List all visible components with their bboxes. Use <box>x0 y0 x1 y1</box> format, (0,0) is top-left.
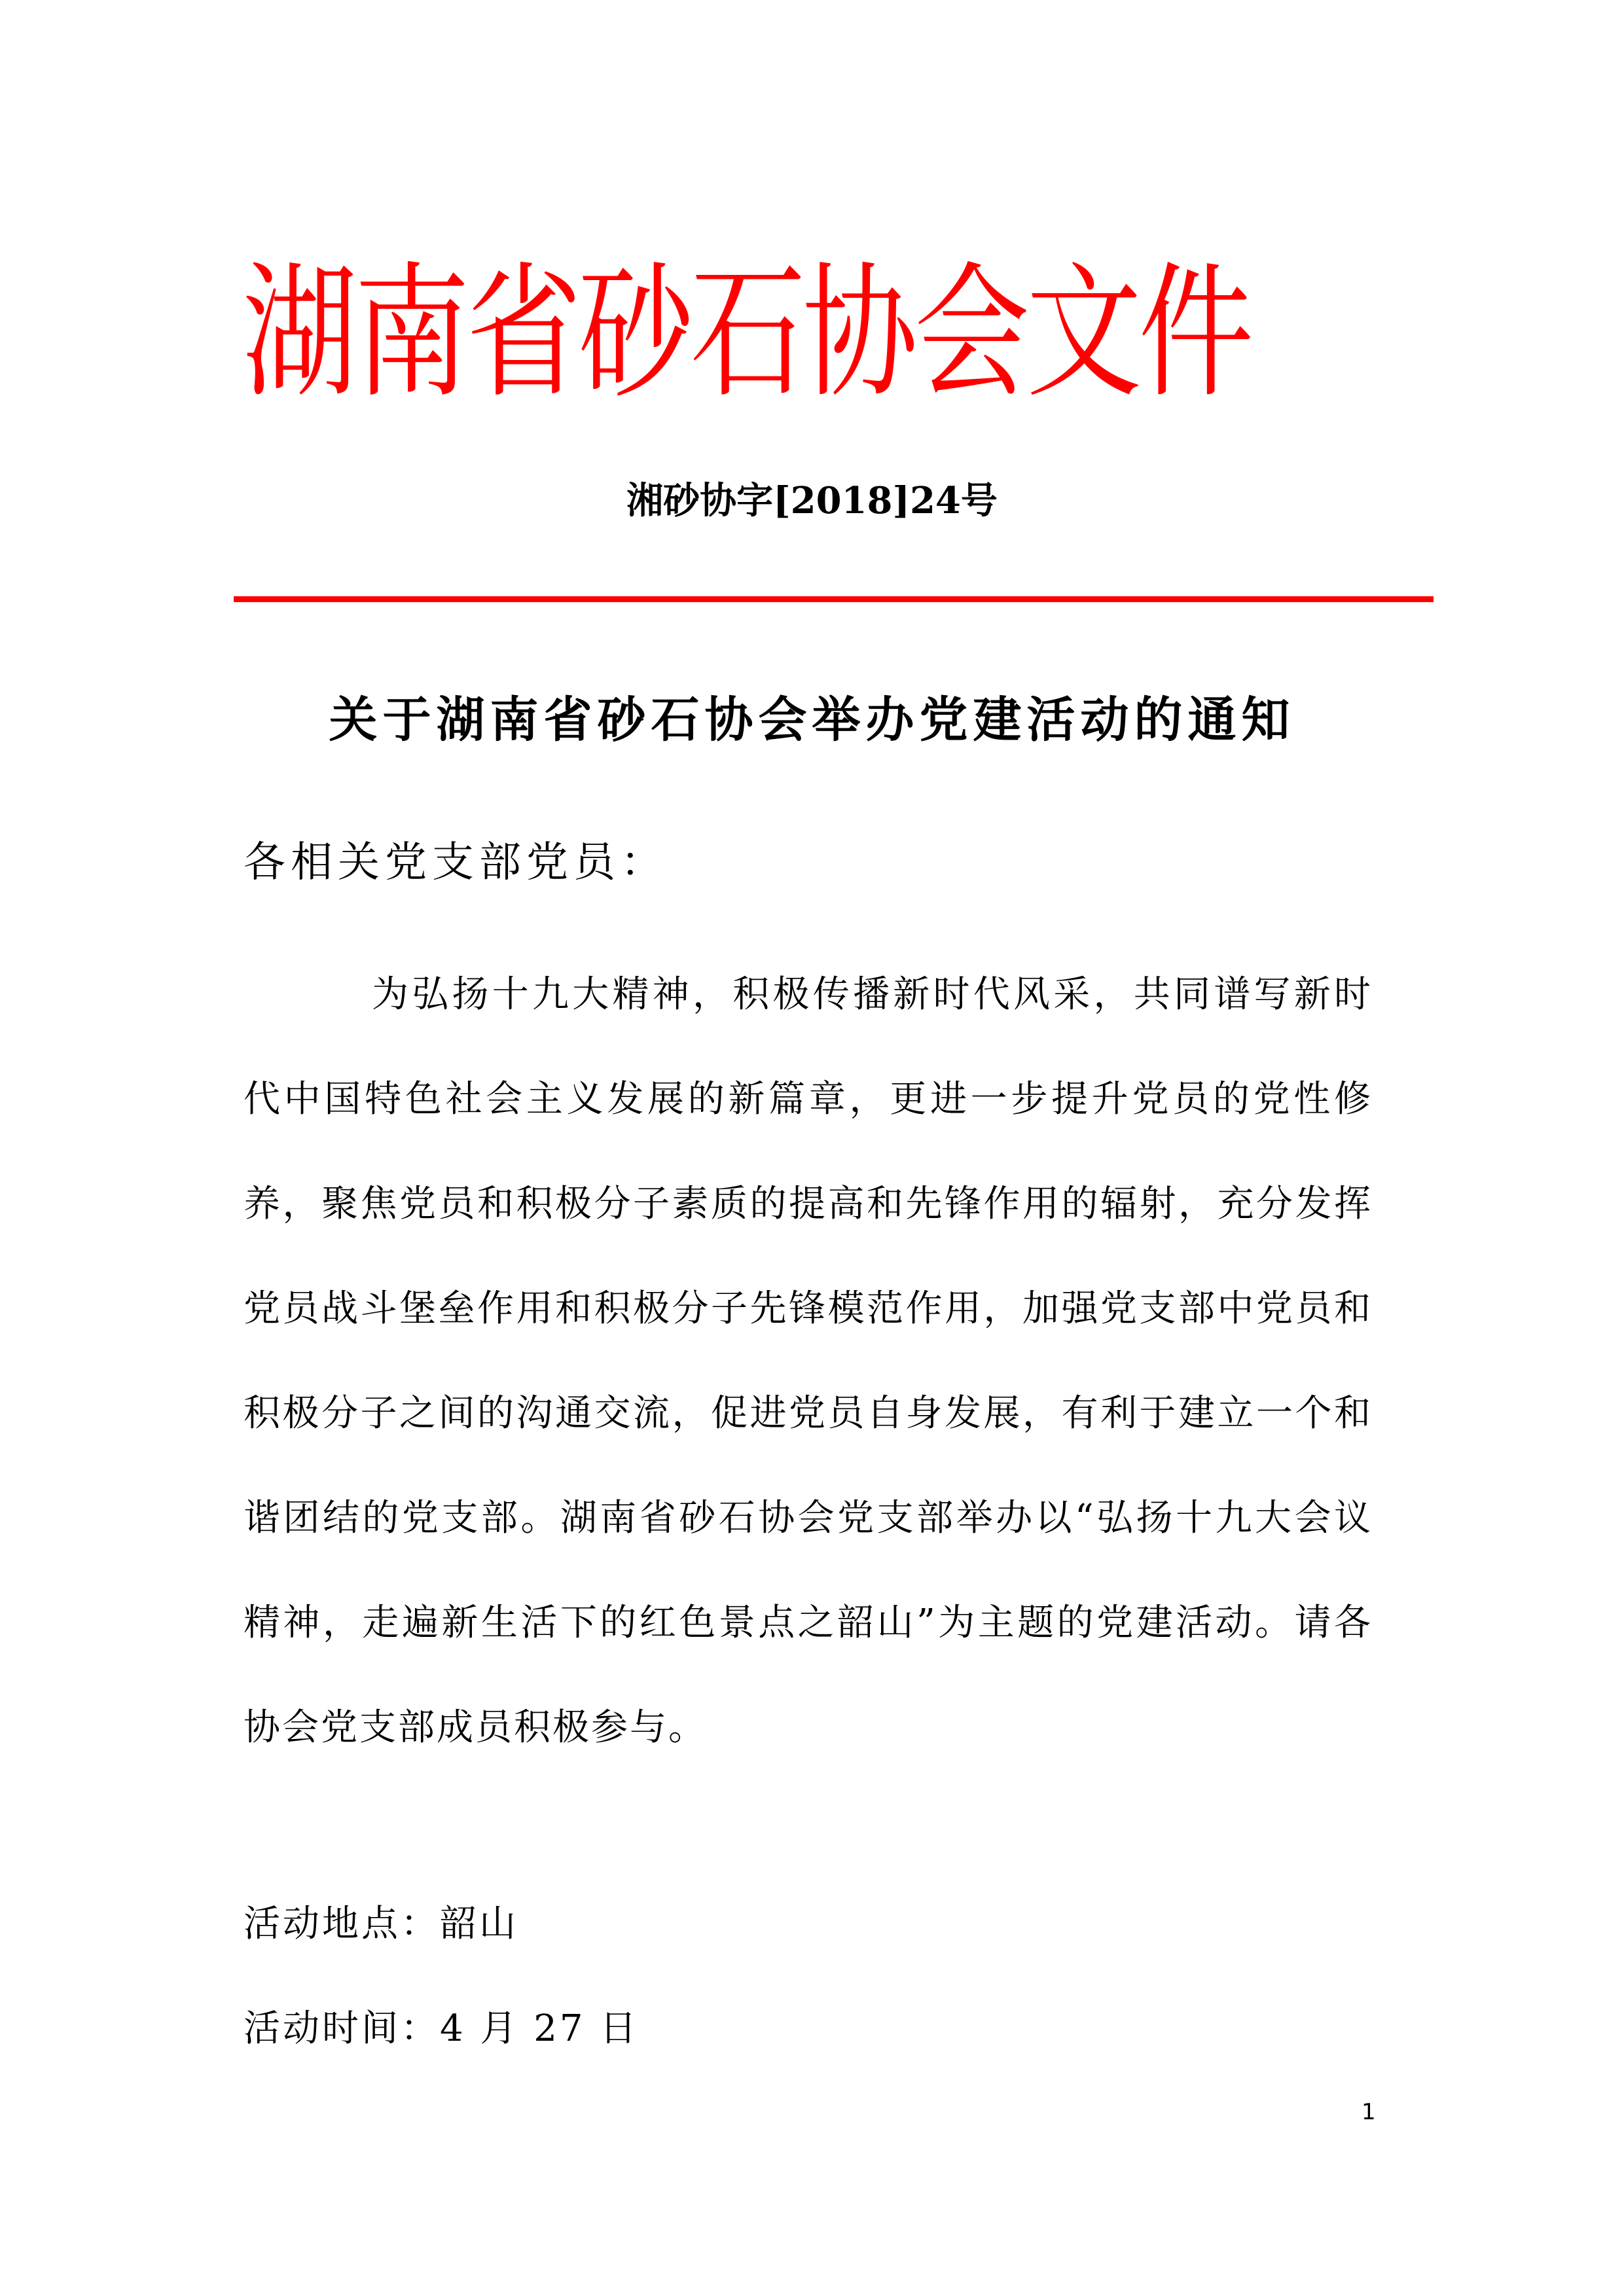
masthead-title: 湖南省砂石协会文件 <box>242 249 1251 418</box>
notice-title: 关于湖南省砂石协会举办党建活动的通知 <box>329 692 1295 748</box>
activity-location: 活动地点：韶山 <box>244 1903 518 1945</box>
document-number: 湘砂协字[2018]24号 <box>626 479 998 522</box>
red-divider-rule <box>234 596 1434 602</box>
page-number: 1 <box>1362 2099 1376 2125</box>
body-paragraph: 为弘扬十九大精神，积极传播新时代风采，共同谱写新时代中国特色社会主义发展的新篇章，更进一步提升党员的党性修养，聚焦党员和积极分子素质的提高和先锋作用的辐射，充分发挥党员战斗堡垒作用和积极分子先锋模范作用，加强党支部中党员和积极分子之间的沟通交流，促进党员自身发展，有利于建立一个和谐团结的党支部。湖南省砂石协会党支部举办以“弘扬十九大会议精神，走遍新生活下的红色景点之韶山”为主题的党建活动。请各协会党支部成员积极参与。 <box>244 973 1373 1749</box>
salutation: 各相关党支部党员： <box>244 838 668 887</box>
activity-time: 活动时间：4 月 27 日 <box>244 2007 640 2050</box>
